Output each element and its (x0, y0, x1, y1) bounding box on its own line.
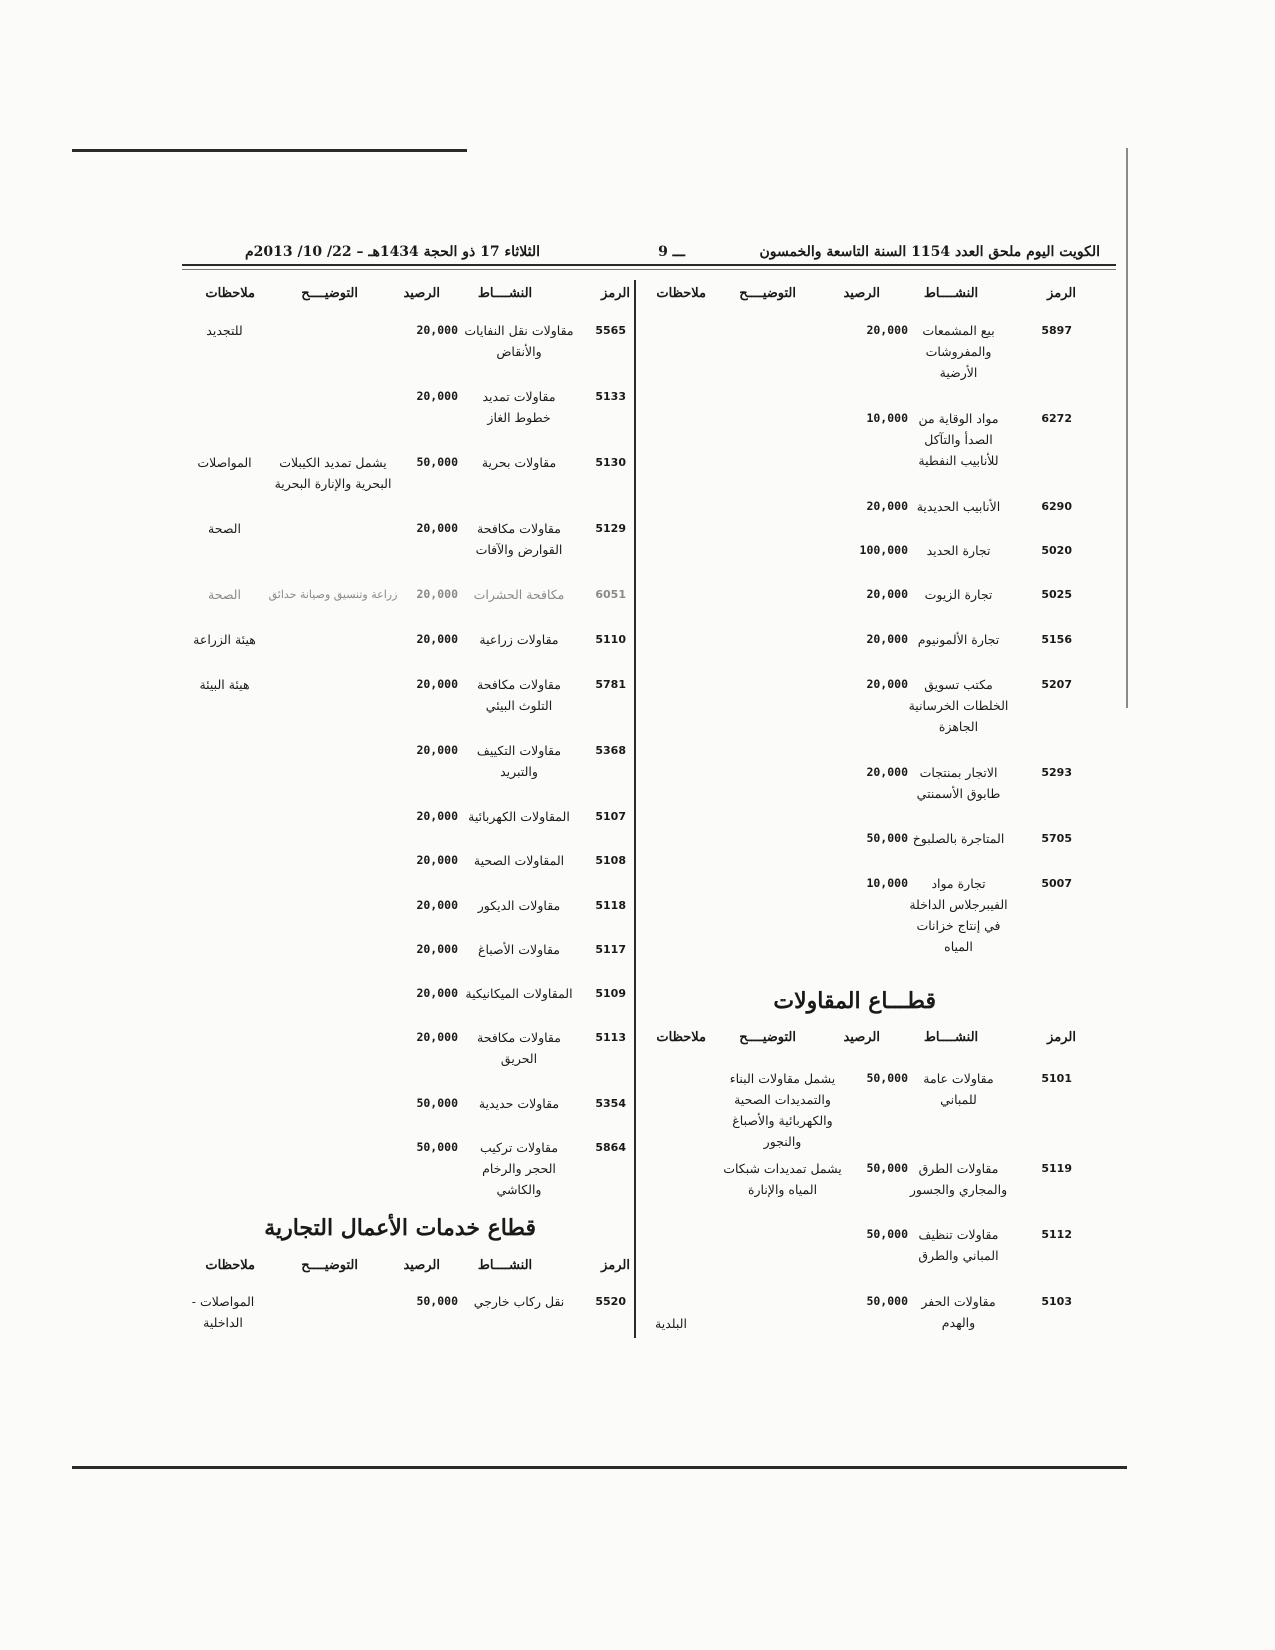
contracting-sector-title: قطـــاع المقاولات (773, 988, 936, 1014)
col-code-header: الرمز (1047, 286, 1076, 301)
col-description-header: التوضيــــح (739, 286, 796, 301)
table-header: الرمز النشــــاط الرصيد التوضيــــح ملاحظات (205, 286, 630, 301)
col-balance-header: الرصيد (843, 286, 880, 301)
business-table-header: الرمز النشــــاط الرصيد التوضيــــح ملاحظات (205, 1258, 630, 1273)
right-edge-rule (1126, 148, 1128, 708)
col-activity-header: النشــــاط (923, 286, 979, 301)
header-publication: الكويت اليوم ملحق العدد 1154 السنة التاسعة والخمسون (759, 244, 1100, 260)
contracting-table-header: الرمز النشــــاط الرصيد التوضيــــح ملاحظات (656, 1030, 1076, 1045)
header-page-number: ـــ 9 (658, 244, 685, 260)
right-column-rows: 5897 بيع المشمعات والمفروشات الأرضية 20,000 6272 مواد الوقاية من الصدأ والتآكل للأنابيب النفطية 10,000 6290 الأنابيب الحديدية 20,000 5020 تجارة الحديد 100,000 5025 تجارة الزيوت 20,000 5156 تجارة الألمونيوم 20,000 5207 مكتب تسويق الخلطات الخرسانية الجاهزة 20,000 5293 الاتجار بمنتجات طابوق الأسمنتي 20,000 5705 المتاجرة بالصلبوخ 50,000 5007 تجارة مواد الفيبرجلاس الداخلة في إنتاج خزانات المياه 10,000 قطـــاع المقاولات الرمز النشــــاط الرصيد التوضيــــح ملاحظات 5101 مقاولات عامة للمباني 50,000 يشمل مقاولات البناء والتمديدات الصحية والكهربائية والأصباغ والنجور 5119 مقاولات الطرق والمجاري والجسور 50,000 يشمل تمديدات شبكات المياه والإنارة 5112 مقاولات تنظيف المباني والطرق 50,000 5103 مقاولات الحفر والهدم 50,000 البلدية (636, 0, 1076, 1650)
header-date: الثلاثاء 17 ذو الحجة 1434هـ – 22/ 10/ 2013م (244, 244, 540, 260)
left-column: الرمز النشــــاط الرصيد التوضيــــح ملاحظات 5565 مقاولات نقل النفايات والأنقاض 20,000 للتجديد 5133 مقاولات تمديد خطوط الغاز 20,000 5130 مقاولات بحرية 50,000 يشمل تمديد الكيبلات البحرية والإنارة البحرية المواصلات 5129 مقاولات مكافحة القوارض والآفات 20,000 الصحة 6051 مكافحة الحشرات 20,000 زراعة وتنسيق وصيانة حدائق الصحة 5110 مقاولات زراعية 20,000 هيئة الزراعة 5781 مقاولات مكافحة التلوث البيئي 20,000 هيئة البيئة 5368 مقاولات التكييف والتبريد 20,000 5107 المقاولات الكهربائية 20,000 5108 المقاولات الصحية 20,000 5118 مقاولات الديكور 20,000 5117 مقاولات الأصباغ 20,000 5109 المقاولات الميكانيكية 20,000 5113 مقاولات مكافحة الحريق 20,000 5354 مقاولات حديدية 50,000 5864 مقاولات تركيب الحجر والرخام والكاشي 50,000 قطاع خدمات الأعمال التجارية الرمز النشــــاط الرصيد التوضيــــح ملاحظات 5520 نقل ركاب خارجي 50,000 المواصلات - الداخلية (182, 0, 630, 1650)
col-notes-header: ملاحظات (656, 286, 706, 301)
business-services-sector-title: قطاع خدمات الأعمال التجارية (264, 1215, 536, 1241)
